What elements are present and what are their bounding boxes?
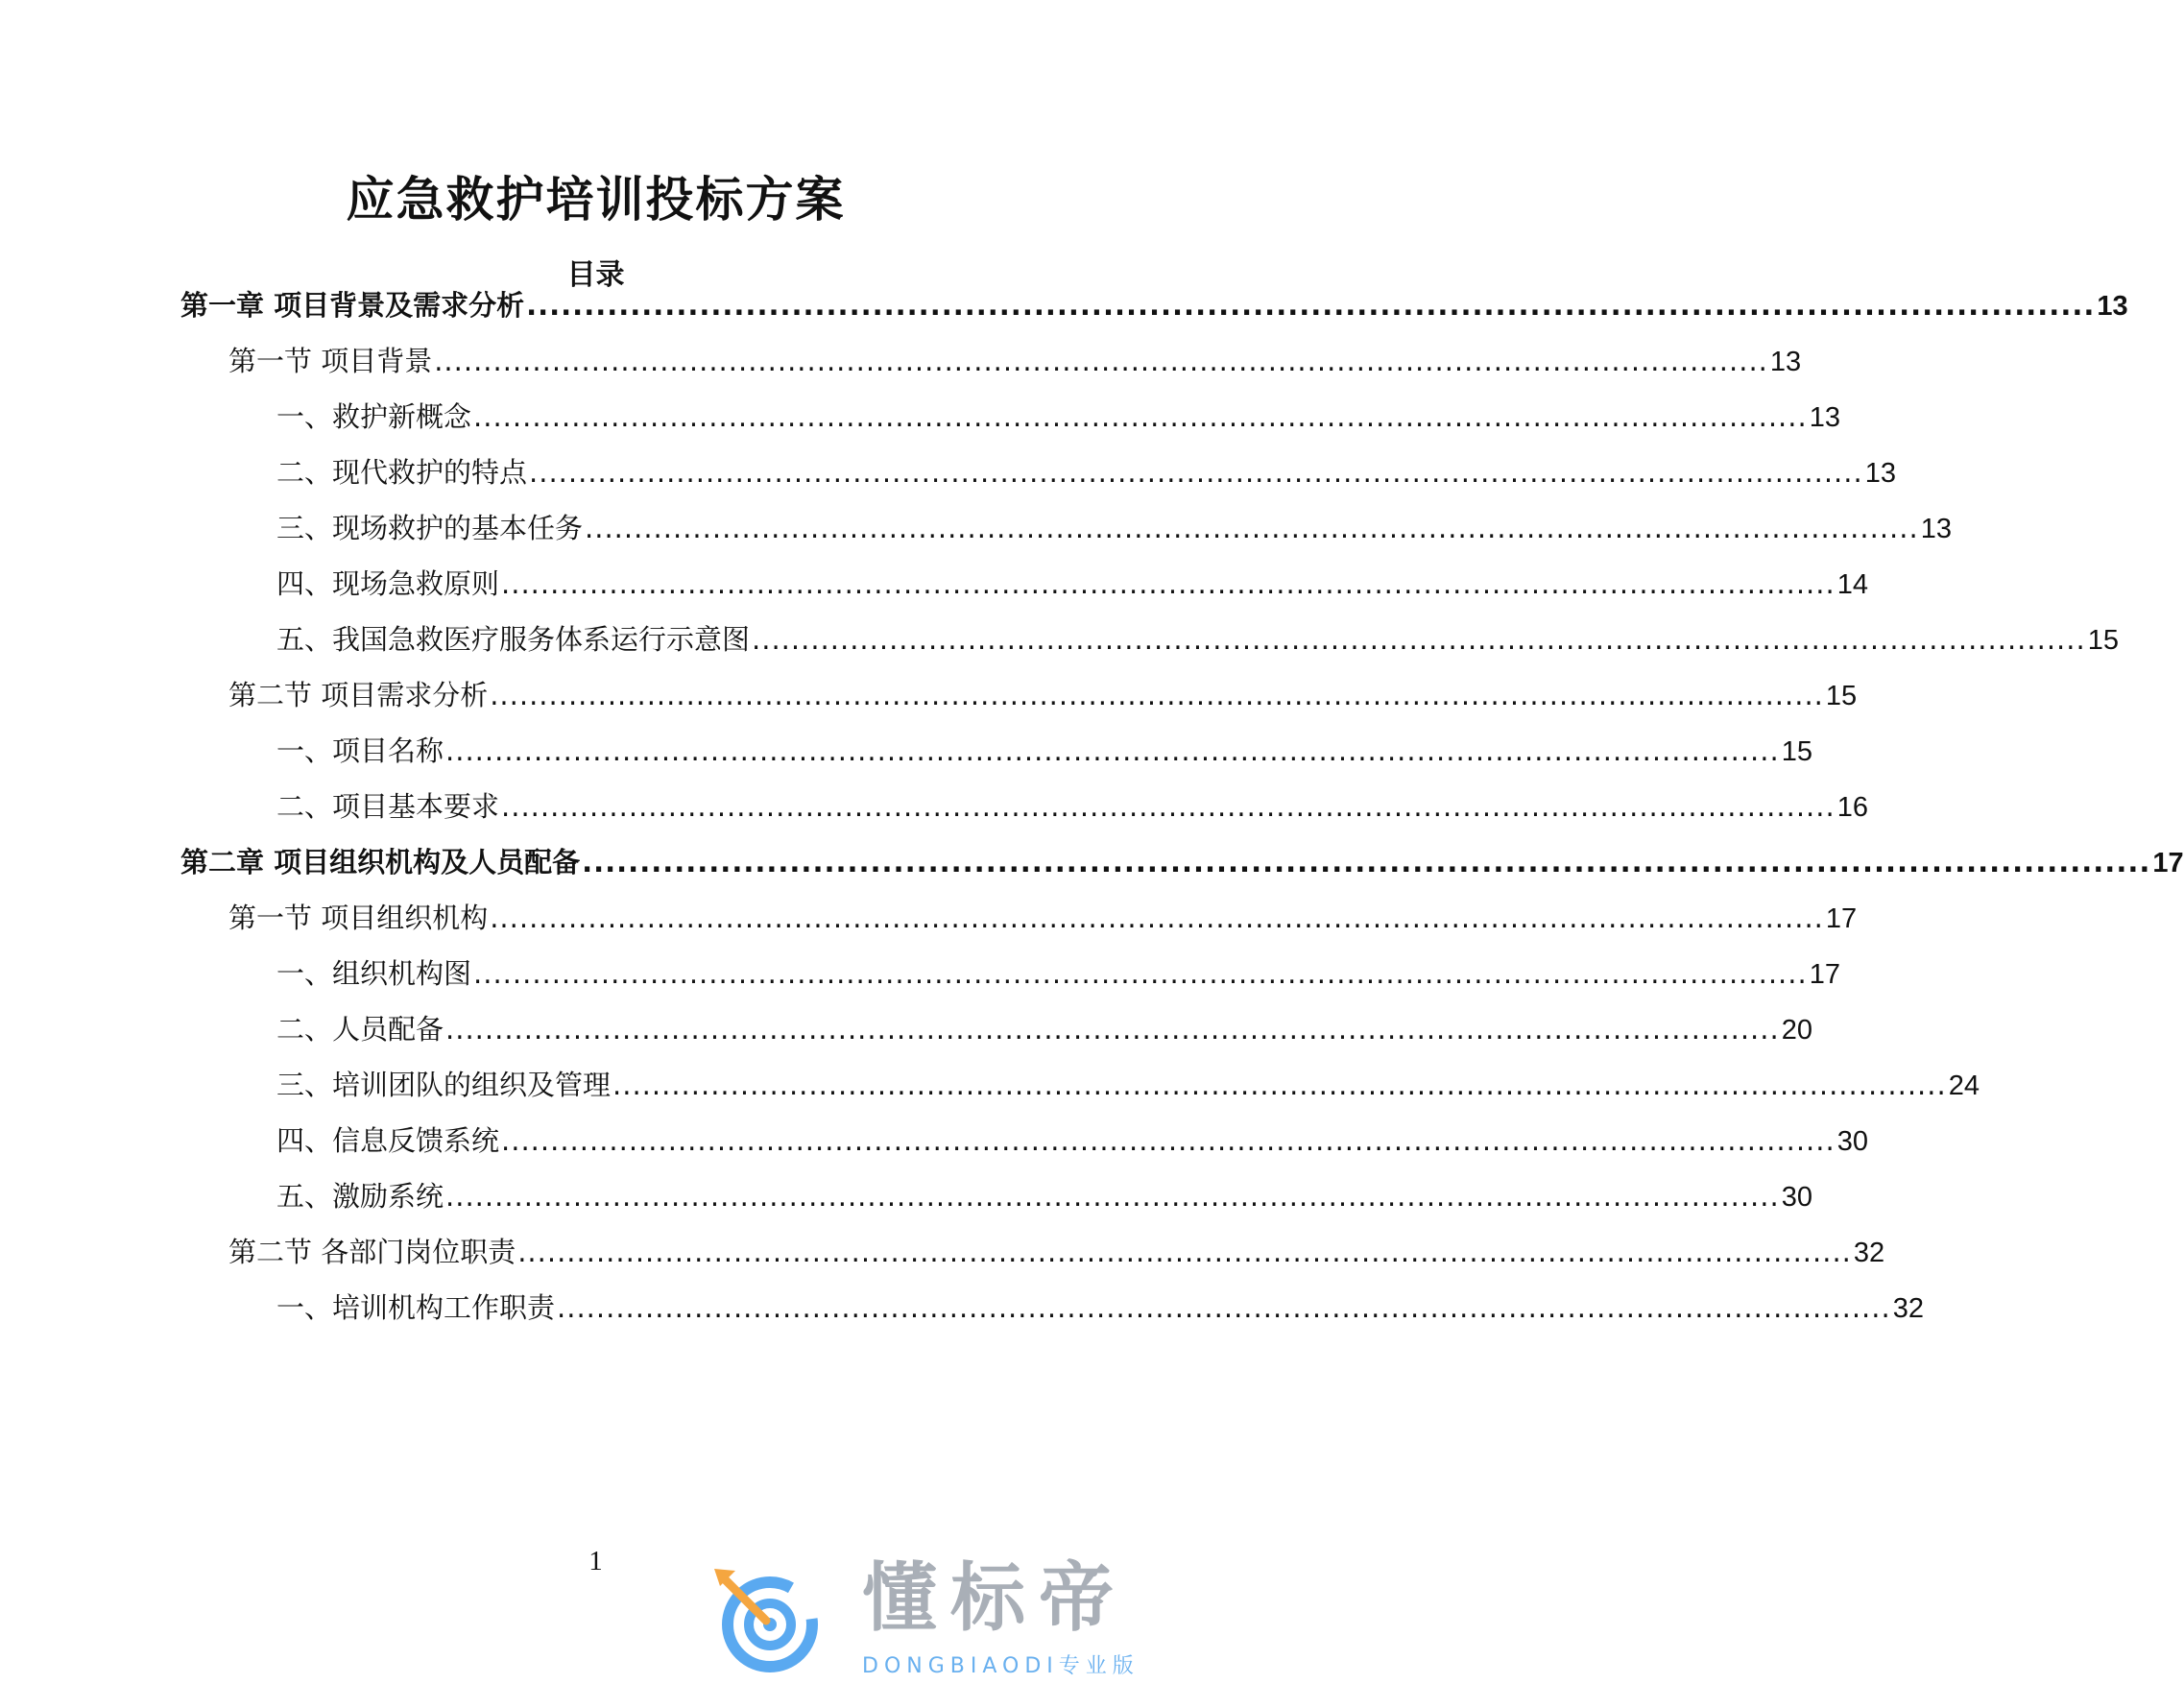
toc-entry[interactable]	[276, 553, 1868, 615]
toc-entry-title: 一、培训机构工作职责	[276, 1291, 556, 1324]
toc-entry-page: 15	[1781, 736, 1812, 767]
leader-dots: ........................................................................................................................................	[612, 1069, 1947, 1101]
toc-entry-page: 13	[1809, 402, 1840, 433]
leader-dots: ........................................................................................................................................	[490, 902, 1824, 934]
toc-entry[interactable]	[180, 275, 2128, 337]
document-title: 应急救护培训投标方案	[346, 172, 846, 228]
toc-entry[interactable]	[276, 1054, 1980, 1117]
leader-dots: ........................................................................................................................................	[490, 679, 1824, 711]
leader-dots: ........................................................................................................................................	[517, 1236, 1852, 1268]
toc-entry-page: 32	[1892, 1293, 1924, 1324]
toc-entry-title: 三、现场救护的基本任务	[276, 512, 584, 544]
leader-dots: ........................................................................................................................................	[434, 345, 1768, 377]
leader-dots: ........................................................................................................................................	[445, 1013, 1780, 1046]
leader-dots: ........................................................................................................................................	[526, 289, 2096, 322]
target-arrow-icon	[710, 1563, 826, 1678]
leader-dots: ........................................................................................................................................	[473, 957, 1808, 990]
toc-entry-page: 13	[1864, 458, 1896, 489]
toc-entry-page: 14	[1836, 569, 1868, 600]
toc-entry-page: 13	[1920, 514, 1952, 544]
toc-entry-title: 三、培训团队的组织及管理	[276, 1069, 612, 1101]
page-number: 1	[588, 1546, 603, 1576]
toc-entry-title: 二、项目基本要求	[276, 790, 500, 823]
leader-dots: ........................................................................................................................................	[501, 567, 1836, 600]
toc-entry-title: 第二节 各部门岗位职责	[228, 1236, 516, 1268]
toc-entry-title: 五、激励系统	[276, 1180, 444, 1213]
toc-entry-title: 一、救护新概念	[276, 400, 472, 433]
toc-entry-page: 20	[1781, 1015, 1812, 1046]
toc-entry-title: 第一节 项目组织机构	[228, 902, 489, 934]
toc-entry[interactable]	[276, 442, 1896, 504]
toc-entry-title: 二、人员配备	[276, 1013, 444, 1046]
toc-entry[interactable]	[276, 1277, 1924, 1339]
toc-entry-title: 一、组织机构图	[276, 957, 472, 990]
leader-dots: ........................................................................................................................................	[445, 1180, 1780, 1213]
toc-entry-page: 17	[1809, 959, 1840, 990]
toc-entry[interactable]	[276, 1166, 1812, 1228]
toc-entry[interactable]	[228, 1221, 1885, 1284]
toc-entry-page: 32	[1853, 1238, 1885, 1268]
toc-entry-title: 第二章 项目组织机构及人员配备	[180, 846, 581, 878]
toc-entry-page: 16	[1836, 792, 1868, 823]
toc-entry-page: 17	[2152, 848, 2184, 878]
toc-entry[interactable]	[276, 720, 1812, 782]
toc-entry-page: 13	[2097, 291, 2128, 322]
toc-entry-title: 一、项目名称	[276, 734, 444, 767]
toc-entry[interactable]	[228, 330, 1802, 393]
toc-entry-title: 四、信息反馈系统	[276, 1124, 500, 1157]
toc-entry[interactable]	[276, 776, 1868, 838]
toc-heading: 目录	[566, 258, 625, 292]
leader-dots: ........................................................................................................................................	[582, 846, 2151, 878]
leader-dots: ........................................................................................................................................	[529, 456, 1863, 489]
leader-dots: ........................................................................................................................................	[445, 734, 1780, 767]
toc-entry-page: 13	[1769, 347, 1802, 377]
watermark-tagline: DONGBIAODI专业版	[862, 1654, 1140, 1678]
toc-entry-page: 24	[1948, 1071, 1980, 1101]
toc-entry[interactable]	[276, 1110, 1868, 1172]
toc-entry-title: 第二节 项目需求分析	[228, 679, 489, 711]
leader-dots: ........................................................................................................................................	[473, 400, 1808, 433]
leader-dots: ........................................................................................................................................	[557, 1291, 1891, 1324]
toc-entry-page: 15	[2087, 625, 2119, 656]
toc-entry-title: 二、现代救护的特点	[276, 456, 528, 489]
toc-entry[interactable]	[276, 998, 1812, 1061]
toc-entry[interactable]	[228, 664, 1858, 727]
watermark	[710, 1553, 1190, 1684]
toc-entry[interactable]	[276, 609, 2119, 671]
toc-entry-title: 五、我国急救医疗服务体系运行示意图	[276, 623, 751, 656]
toc-entry[interactable]	[180, 831, 2184, 894]
toc-entry-page: 15	[1825, 681, 1858, 711]
toc-entry[interactable]	[276, 497, 1952, 560]
toc-entry-title: 第一章 项目背景及需求分析	[180, 289, 525, 322]
watermark-brand: 懂标帝	[862, 1555, 1128, 1642]
leader-dots: ........................................................................................................................................	[752, 623, 2086, 656]
toc-entry-page: 30	[1836, 1126, 1868, 1157]
toc-entry[interactable]	[276, 386, 1840, 448]
toc-entry-page: 30	[1781, 1182, 1812, 1213]
toc-entry-title: 四、现场急救原则	[276, 567, 500, 600]
leader-dots: ........................................................................................................................................	[501, 790, 1836, 823]
toc-entry-page: 17	[1825, 903, 1858, 934]
toc-entry[interactable]	[276, 943, 1840, 1005]
leader-dots: ........................................................................................................................................	[501, 1124, 1836, 1157]
toc-entry[interactable]	[228, 887, 1858, 950]
toc-entry-title: 第一节 项目背景	[228, 345, 433, 377]
leader-dots: ........................................................................................................................................	[585, 512, 1919, 544]
